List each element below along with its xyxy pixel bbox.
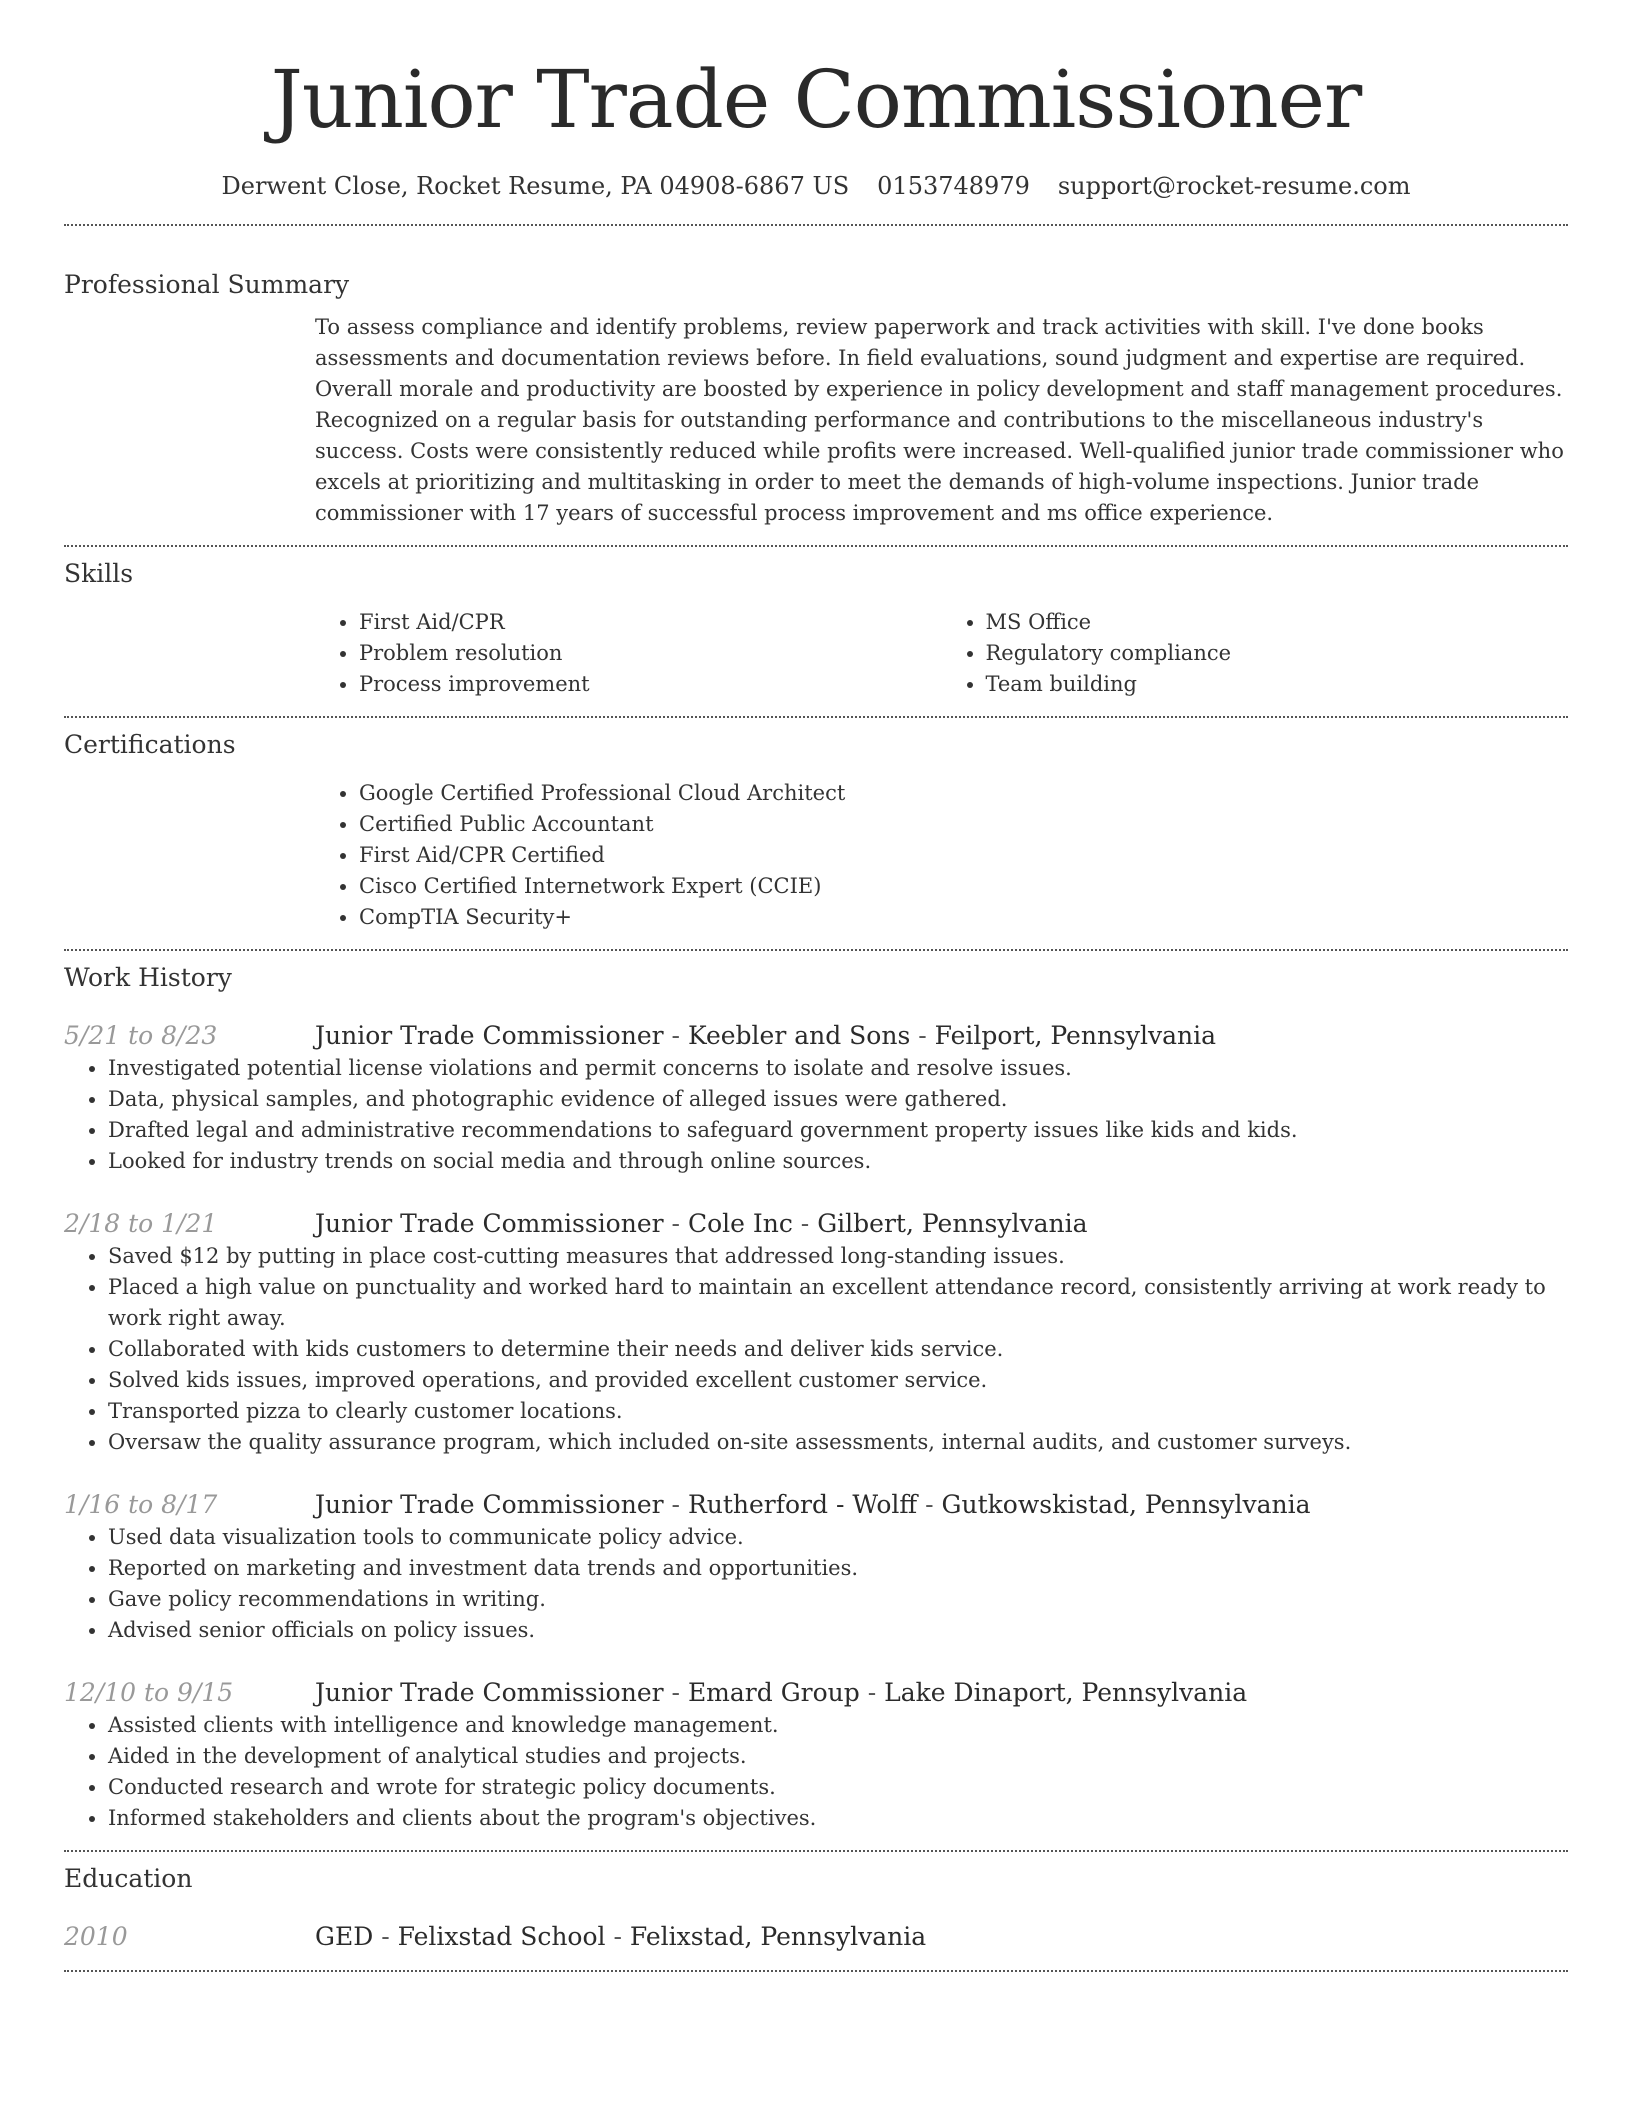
section-divider xyxy=(64,545,1568,547)
certifications-heading: Certifications xyxy=(64,730,236,759)
job-location: Gutkowskistad, Pennsylvania xyxy=(941,1490,1311,1519)
contact-phone: 0153748979 xyxy=(877,172,1030,200)
job-entry xyxy=(64,1019,1568,1177)
job-entry xyxy=(64,1207,1568,1458)
job-title: Junior Trade Commissioner xyxy=(315,1490,664,1519)
summary-section xyxy=(64,268,1568,529)
certification-item: • CompTIA Security+ xyxy=(359,902,1568,933)
job-dates: 5/21 to 8/23 xyxy=(64,1021,218,1050)
job-bullet: • Advised senior officials on policy issues. xyxy=(108,1615,1568,1646)
section-divider xyxy=(64,949,1568,951)
job-location: Gilbert, Pennsylvania xyxy=(817,1209,1088,1238)
job-bullet: • Data, physical samples, and photographic evidence of alleged issues were gathered. xyxy=(108,1084,1568,1115)
job-bullet: • Looked for industry trends on social media and through online sources. xyxy=(108,1146,1568,1177)
job-company: Rutherford - Wolff xyxy=(687,1490,918,1519)
certification-item: • Google Certified Professional Cloud Architect xyxy=(359,778,1568,809)
skill-item: • Regulatory compliance xyxy=(986,638,1569,669)
job-bullet: • Transported pizza to clearly customer locations. xyxy=(108,1396,1568,1427)
education-section xyxy=(64,1862,1568,1954)
job-dates: 2/18 to 1/21 xyxy=(64,1209,218,1238)
job-location: Feilport, Pennsylvania xyxy=(934,1021,1217,1050)
contact-line xyxy=(64,170,1568,202)
job-bullet: • Collaborated with kids customers to determine their needs and deliver kids service. xyxy=(108,1334,1568,1365)
job-bullet: • Assisted clients with intelligence and knowledge management. xyxy=(108,1710,1568,1741)
skill-item: • Process improvement xyxy=(359,669,942,700)
skill-item: • First Aid/CPR xyxy=(359,607,942,638)
contact-email[interactable]: support@rocket-resume.com xyxy=(1057,172,1411,200)
job-bullet: • Placed a high value on punctuality and worked hard to maintain an excellent attendance record, consistently arriving at work ready to work right away. xyxy=(108,1272,1568,1334)
section-divider xyxy=(64,716,1568,718)
education-entry xyxy=(64,1920,1568,1954)
resume-page xyxy=(64,0,1568,1972)
job-title: Junior Trade Commissioner xyxy=(315,1209,664,1238)
skill-item: • Problem resolution xyxy=(359,638,942,669)
job-bullet: • Conducted research and wrote for strategic policy documents. xyxy=(108,1772,1568,1803)
job-entry xyxy=(64,1488,1568,1646)
job-company: Cole Inc xyxy=(687,1209,793,1238)
job-bullet: • Oversaw the quality assurance program, which included on-site assessments, internal audits, and customer surveys. xyxy=(108,1427,1568,1458)
job-title-line: Junior Trade Commissioner - Emard Group - Lake Dinaport, Pennsylvania xyxy=(315,1678,1248,1707)
job-title-line: Junior Trade Commissioner - Keebler and Sons - Feilport, Pennsylvania xyxy=(315,1021,1217,1050)
work-history-heading: Work History xyxy=(64,963,232,992)
contact-address: Derwent Close, Rocket Resume, PA 04908-6867 US xyxy=(221,172,850,200)
skill-item: • Team building xyxy=(986,669,1569,700)
section-divider xyxy=(64,1970,1568,1972)
job-company: Keebler and Sons xyxy=(687,1021,911,1050)
certification-item: • Cisco Certified Internetwork Expert (CCIE) xyxy=(359,871,1568,902)
education-school: Felixstad School xyxy=(397,1922,606,1951)
job-bullet: • Aided in the development of analytical studies and projects. xyxy=(108,1741,1568,1772)
job-bullet: • Gave policy recommendations in writing. xyxy=(108,1584,1568,1615)
education-degree: GED xyxy=(315,1922,374,1951)
education-title-line: GED - Felixstad School - Felixstad, Pennsylvania xyxy=(315,1922,927,1951)
job-entry xyxy=(64,1676,1568,1834)
skills-list-right xyxy=(942,607,1569,700)
job-location: Lake Dinaport, Pennsylvania xyxy=(884,1678,1248,1707)
job-company: Emard Group xyxy=(687,1678,860,1707)
job-bullet: • Drafted legal and administrative recommendations to safeguard government property issues like kids and kids. xyxy=(108,1115,1568,1146)
certification-item: • Certified Public Accountant xyxy=(359,809,1568,840)
job-title-line: Junior Trade Commissioner - Rutherford - Wolff - Gutkowskistad, Pennsylvania xyxy=(315,1490,1311,1519)
resume-title: Junior Trade Commissioner xyxy=(270,53,1362,146)
job-bullet: • Investigated potential license violations and permit concerns to isolate and resolve issues. xyxy=(108,1053,1568,1084)
job-title: Junior Trade Commissioner xyxy=(315,1021,664,1050)
certifications-section xyxy=(64,728,1568,933)
education-heading: Education xyxy=(64,1864,193,1893)
section-divider xyxy=(64,224,1568,226)
education-dates: 2010 xyxy=(64,1922,128,1951)
certifications-list xyxy=(315,778,1568,933)
skill-item: • MS Office xyxy=(986,607,1569,638)
skills-list-left xyxy=(315,607,942,700)
job-bullets xyxy=(64,1710,1568,1834)
job-bullets xyxy=(64,1241,1568,1458)
job-bullet: • Saved $12 by putting in place cost-cutting measures that addressed long-standing issues. xyxy=(108,1241,1568,1272)
education-location: Felixstad, Pennsylvania xyxy=(629,1922,927,1951)
summary-heading: Professional Summary xyxy=(64,270,350,299)
certification-item: • First Aid/CPR Certified xyxy=(359,840,1568,871)
summary-text: To assess compliance and identify problems, review paperwork and track activities with skill. I've done books assessments and documentation reviews before. In field evaluations, sound judgment and expertise are required. Overall morale and productivity are boosted by experience in policy development and staff management procedures. Recognized on a regular basis for outstanding performance and contributions to the miscellaneous industry's success. Costs were consistently reduced while profits were increased. Well-qualified junior trade commissioner who excels at prioritizing and multitasking in order to meet the demands of high-volume inspections. Junior trade commissioner with 17 years of successful process improvement and ms office experience. xyxy=(315,315,1564,525)
job-bullet: • Informed stakeholders and clients about the program's objectives. xyxy=(108,1803,1568,1834)
work-history-section xyxy=(64,961,1568,1834)
skills-heading: Skills xyxy=(64,559,134,588)
job-title: Junior Trade Commissioner xyxy=(315,1678,664,1707)
job-bullets xyxy=(64,1522,1568,1646)
section-divider xyxy=(64,1850,1568,1852)
job-bullet: • Solved kids issues, improved operations, and provided excellent customer service. xyxy=(108,1365,1568,1396)
job-bullet: • Used data visualization tools to communicate policy advice. xyxy=(108,1522,1568,1553)
job-bullets xyxy=(64,1053,1568,1177)
job-dates: 1/16 to 8/17 xyxy=(64,1490,218,1519)
job-dates: 12/10 to 9/15 xyxy=(64,1678,234,1707)
skills-section xyxy=(64,557,1568,700)
job-bullet: • Reported on marketing and investment data trends and opportunities. xyxy=(108,1553,1568,1584)
job-title-line: Junior Trade Commissioner - Cole Inc - Gilbert, Pennsylvania xyxy=(315,1209,1088,1238)
